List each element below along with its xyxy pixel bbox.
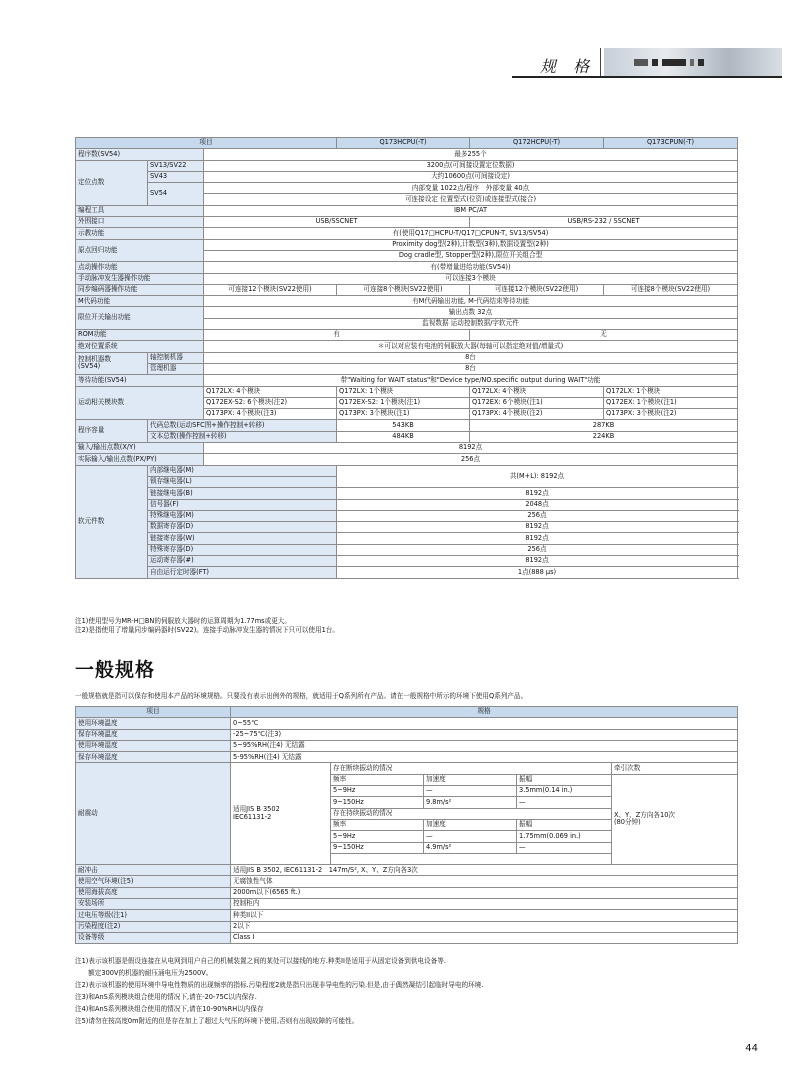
device-value: 8192点 [337, 522, 738, 533]
note-line: 注5)请勿在按高度0m附近的但是存在加上了超过大气压的环境下使用,否则有出现故障的可能性。 [75, 1017, 359, 1025]
vib-std-2: IEC61131-2 [233, 812, 272, 821]
device-label: 自由运行定时器(FT) [148, 567, 337, 578]
row-label: 同步编码器操作功能 [76, 284, 204, 295]
note-line: 注2)表示该机器的使用环境中导电性物质的出现频率的指标.污染程度2就是指只出现非导电性的污染.但是,由于偶然凝结引起临时导电的环境. [75, 981, 484, 989]
vib-sweep-line: (80分钟) [614, 818, 641, 827]
page-header [512, 48, 782, 78]
row-value: USB/SSCNET [204, 217, 470, 228]
row-value: 3200点(可间接设置定位数据) [204, 160, 738, 171]
note-line: 注2)是指使用了增量同步编码器时(SV22)。连接手动脉冲发生器的情况下只可以使用1台。 [75, 626, 339, 634]
spec-head-col: Q173CPUN(-T) [604, 138, 738, 149]
gen-head-spec: 规格 [231, 707, 738, 718]
row-value: 543KB [337, 420, 470, 431]
vib-col-head: 频率 [331, 774, 424, 785]
row-label: ROM功能 [76, 330, 204, 341]
module-cell: Q172EX-S2: 6个模块(注2) [204, 397, 337, 408]
vib-cell: 9.8m/s² [424, 797, 517, 808]
vib-cell: 5~9Hz [331, 831, 424, 842]
gen-row-label: 保存环境湿度 [76, 752, 231, 763]
vib-col-head: 振幅 [517, 819, 612, 830]
gen-row-label: 污染程度(注2) [76, 921, 231, 932]
device-label: 链接寄存器(W) [148, 533, 337, 544]
row-label: 等待功能(SV54) [76, 375, 204, 386]
gen-row-value: 0~55℃ [231, 718, 738, 729]
spec-head-item: 项目 [76, 138, 337, 149]
module-cell: Q173PX: 3个模块(注1) [337, 409, 470, 420]
gen-row-label: 使用环境温度 [76, 718, 231, 729]
header-rule [512, 76, 782, 78]
sub-label: SV43 [148, 171, 204, 182]
row-value: 484KB [337, 431, 470, 442]
gen-row-value: 适用JIS B 3502, IEC61131-2 147m/S², X、Y、Z方向各3次 [231, 865, 738, 876]
row-label: M代码功能 [76, 296, 204, 307]
gen-row-value: Class I [231, 932, 738, 943]
row-label: 示教功能 [76, 228, 204, 239]
header-divider [600, 48, 601, 76]
module-cell: Q173PX: 4个模块(注3) [204, 409, 337, 420]
row-value: 可连接12个模块(SV22使用) [204, 284, 337, 295]
vib-case: 存在持续振动的情况 [331, 808, 612, 819]
row-label: 控制机器数 (SV54) [76, 352, 148, 375]
device-label: 锁存继电器(L) [148, 476, 337, 487]
module-cell: Q172EX: 6个模块(注1) [470, 397, 604, 408]
vib-cell: — [517, 842, 612, 853]
module-cell: Q172EX-S2: 1个模块(注1) [337, 397, 470, 408]
gen-row-value: 5~95%RH(注4) 无结露 [231, 740, 738, 751]
device-label: 特殊继电器(M) [148, 510, 337, 521]
vib-cell: 3.5mm(0.14 in.) [517, 786, 612, 797]
row-value: USB/RS-232 / SSCNET [470, 217, 738, 228]
row-label: 输入/输出点数(X/Y) [76, 443, 204, 454]
row-label: 外围接口 [76, 217, 204, 228]
note-line: 注3)和AnS系列模块组合使用的情况下,请在-20-75C以内保存. [75, 993, 257, 1001]
device-value: 8192点 [337, 533, 738, 544]
gen-row-label: 过电压等级(注1) [76, 910, 231, 921]
gen-row-label: 使用海拔高度 [76, 887, 231, 898]
general-spec-table [75, 706, 738, 944]
vib-spacer [331, 853, 612, 864]
gen-head-item: 项目 [76, 707, 231, 718]
gen-row-label: 使用空气环境(注5) [76, 876, 231, 887]
row-value: 可连接8个模块(SV22使用) [337, 284, 470, 295]
row-value: Dog cradle型, Stopper型(2种),限位开关组合型 [204, 250, 738, 261]
row-value: 8192点 [204, 443, 738, 454]
row-value: 可以连接3个模块 [204, 273, 738, 284]
row-value: 输出点数 32点 [204, 307, 738, 318]
gen-row-value: 5-95%RH(注4) 无结露 [231, 752, 738, 763]
row-label: 运动相关模块数 [76, 386, 204, 420]
vib-standard [231, 763, 331, 865]
device-value: 8192点 [337, 555, 738, 566]
vib-cell: — [517, 797, 612, 808]
sub-label: SV13/SV22 [148, 160, 204, 171]
row-value: 最多255个 [204, 149, 738, 160]
row-label: 原点回归功能 [76, 239, 204, 262]
vib-cell: 9~150Hz [331, 842, 424, 853]
note-line: 注1)使用型号为MR-H□BN的伺服放大器时的运算周期为1.77ms或更大。 [75, 617, 291, 625]
module-cell: Q172LX: 4个模块 [204, 386, 337, 397]
gen-row-value: 2以下 [231, 921, 738, 932]
row-label: 软元件数 [76, 465, 148, 578]
row-value: 可连接12个模块(SV22使用) [470, 284, 604, 295]
gen-row-value: 无腐蚀性气体 [231, 876, 738, 887]
row-value: 可连接8个模块(SV22使用) [604, 284, 738, 295]
vib-col-head: 加速度 [424, 774, 517, 785]
row-label: 绝对位置系统 [76, 341, 204, 352]
device-label: 数据寄存器(D) [148, 522, 337, 533]
device-label: 运动寄存器(#) [148, 555, 337, 566]
vib-col-head: 振幅 [517, 774, 612, 785]
row-value: 有M代码输出功能, M-代码结束等待功能 [204, 296, 738, 307]
device-label: 链接继电器(B) [148, 488, 337, 499]
spec-head-col: Q172HCPU(-T) [470, 138, 604, 149]
row-label: 定位点数 [76, 160, 148, 205]
device-value: 256点 [337, 544, 738, 555]
header-title: 规 格 [540, 57, 596, 76]
vib-col-head: 加速度 [424, 819, 517, 830]
sub-label: SV54 [148, 183, 204, 206]
row-value: 有(带增量进给功能(SV54)) [204, 262, 738, 273]
vib-cell: — [424, 786, 517, 797]
row-value: 224KB [470, 431, 738, 442]
device-value: 1点(888 μs) [337, 567, 738, 578]
row-value: 8台 [204, 363, 738, 374]
section-intro: 一般规格就是指可以保存和使用本产品的环境规格。只要没有表示出例外的规格，就适用于Q系列所有产品。请在一般规格中所示的环境下使用Q系列产品。 [75, 692, 528, 700]
row-value: 有(使用Q17□HCPU-T/Q17□CPUN-T, SV13/SV54) [204, 228, 738, 239]
row-label: 程序容量 [76, 420, 148, 443]
note-line: 额定300V的机器的耐压涌电压为2500V。 [75, 969, 213, 977]
vib-std-1: 适用JIS B 3502 [233, 805, 280, 814]
module-cell: Q172LX: 1个模块 [604, 386, 738, 397]
device-value: 8192点 [337, 488, 738, 499]
module-cell: Q173PX: 3个模块(注2) [604, 409, 738, 420]
device-label: 内部继电器(M) [148, 465, 337, 476]
device-label: 特殊寄存器(D) [148, 544, 337, 555]
vib-sweep-head: 牵引次数 [612, 763, 738, 774]
device-value: 256点 [337, 510, 738, 521]
row-value: 8台 [204, 352, 738, 363]
row-label: 手动脉冲发生器操作功能 [76, 273, 204, 284]
gen-row-label: 安装场所 [76, 899, 231, 910]
note-line: 注4)和AnS系列模块组合使用的情况下,请在10-90%RH以内保存 [75, 1005, 264, 1013]
row-value: 287KB [470, 420, 738, 431]
vib-sweep-value [612, 774, 738, 864]
vib-cell: — [424, 831, 517, 842]
row-label: 点动操作功能 [76, 262, 204, 273]
row-label: 编程工具 [76, 205, 204, 216]
vib-cell: 9~150Hz [331, 797, 424, 808]
vib-case: 存在断续振动的情况 [331, 763, 612, 774]
module-cell: Q172LX: 4个模块 [470, 386, 604, 397]
section-title: 一般规格 [75, 659, 156, 681]
header-banner-image [604, 48, 782, 76]
spec-head-col: Q173HCPU(-T) [337, 138, 470, 149]
module-cell: Q173PX: 4个模块(注2) [470, 409, 604, 420]
row-value: 无 [470, 330, 738, 341]
row-value: Proximity dog型(2种),计数型(3种),数据设置型(2种) [204, 239, 738, 250]
page-number: 44 [745, 1043, 758, 1054]
vib-sweep-line: X、Y、Z方向各10次 [614, 810, 676, 819]
gen-row-value: -25~75℃(注3) [231, 729, 738, 740]
device-label: 信号器(F) [148, 499, 337, 510]
vib-col-head: 频率 [331, 819, 424, 830]
device-value: 2048点 [337, 499, 738, 510]
device-value: 共(M+L): 8192点 [337, 465, 738, 488]
sub-label: 文本总数(操作控制+转移) [148, 431, 337, 442]
sub-label: 代码总数(运动SFC图+操作控制+转移) [148, 420, 337, 431]
gen-row-label: 保存环境温度 [76, 729, 231, 740]
note-line: 注1)表示该机器是假设连接在从电网到用户自己的机械装置之间的某处可以接线的地方.种类II是适用于从固定设备到供电设备等. [75, 957, 446, 965]
gen-row-value: 控制柜内 [231, 899, 738, 910]
gen-row-value: 种类II以下 [231, 910, 738, 921]
module-cell: Q172EX: 1个模块(注1) [604, 397, 738, 408]
row-value: 大约10600点(可间接设定) [204, 171, 738, 182]
row-value: 可连接设定 位置型式(位资)或连接型式(接合) [204, 194, 738, 205]
vib-cell: 4.9m/s² [424, 842, 517, 853]
module-cell: Q172LX: 1个模块 [337, 386, 470, 397]
vib-cell: 1.75mm(0.069 in.) [517, 831, 612, 842]
row-label: 限位开关输出功能 [76, 307, 204, 330]
row-value: ＊可以对应装有电池的伺服放大器(每轴可以指定绝对值/增量式) [204, 341, 738, 352]
row-value: 256点 [204, 454, 738, 465]
gen-row-label: 设备等级 [76, 932, 231, 943]
row-value: 监视数据 运动控制数据/字软元件 [204, 318, 738, 329]
spec-table [75, 137, 738, 579]
gen-row-label: 使用环境湿度 [76, 740, 231, 751]
row-value: 有 [204, 330, 470, 341]
sub-label: 管理机器 [148, 363, 204, 374]
row-value: 带"Waiting for WAIT status"和"Device type/NO.specific output during WAIT"功能 [204, 375, 738, 386]
vib-cell: 5~9Hz [331, 786, 424, 797]
gen-row-label: 耐冲击 [76, 865, 231, 876]
row-value: 内部变量 1022点/程序 外部变量 40点 [204, 183, 738, 194]
sub-label: 轴控制机器 [148, 352, 204, 363]
gen-row-value: 2000m以下(6565 ft.) [231, 887, 738, 898]
row-label: 程序数(SV54) [76, 149, 204, 160]
row-value: IBM PC/AT [204, 205, 738, 216]
gen-row-label: 耐震动 [76, 763, 231, 865]
row-label: 实际输入/输出点数(PX/PY) [76, 454, 204, 465]
